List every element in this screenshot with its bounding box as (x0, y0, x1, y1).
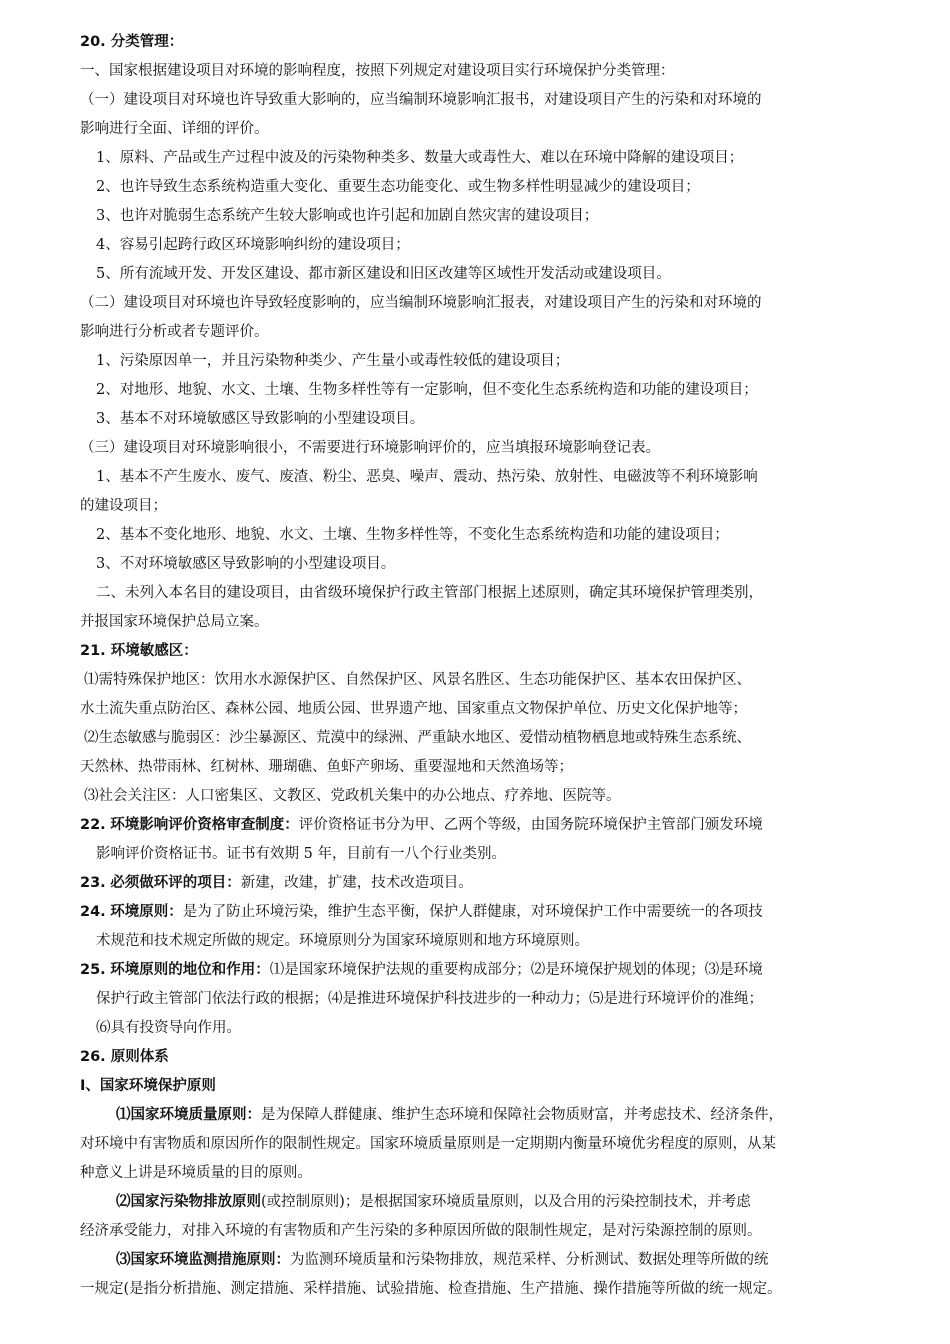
section-21-heading: 21. 环境敏感区： (80, 643, 198, 659)
term-title: ⑶国家环境监测措施原则： (116, 1252, 290, 1268)
term-title: ⑵国家污染物排放原则 (116, 1194, 261, 1210)
term-text: (或控制原则)；是根据国家环境质量原则，以及合用的污染控制技术，并考虑 (261, 1194, 751, 1210)
paragraph: （二）建设项目对环境也许导致轻度影响的，应当编制环境影响汇报表，对建设项目产生的污染和对环境的 (80, 295, 762, 311)
paragraph: 二、未列入本名目的建设项目，由省级环境保护行政主管部门根据上述原则，确定其环境保护管理类别， (96, 585, 763, 601)
paragraph (80, 1101, 888, 1130)
list-item: 1、基本不产生废水、废气、废渣、粉尘、恶臭、噪声、震动、热污染、放射性、电磁波等不利环境影响 (96, 469, 758, 485)
list-item: 2、基本不变化地形、地貌、水文、土壤、生物多样性等，不变化生态系统构造和功能的建设项目； (96, 527, 729, 543)
paragraph: 水土流失重点防治区、森林公园、地质公园、世界遗产地、国家重点文物保护单位、历史文化保护地等； (80, 701, 747, 717)
section-number: 22. (80, 817, 106, 833)
section-text: 是为了防止环境污染，维护生态平衡，保护人群健康，对环境保护工作中需要统一的各项技 (182, 904, 763, 920)
section-number: 25. (80, 962, 106, 978)
section-title: 环境原则： (110, 904, 183, 920)
section-text: 新建，改建，扩建，技术改造项目。 (240, 875, 473, 891)
paragraph: 一规定(是指分析措施、测定措施、采样措施、试验措施、检查措施、生产措施、操作措施等所做的统一规定。 (80, 1281, 782, 1297)
subsection-heading: Ⅰ、国家环境保护原则 (80, 1078, 216, 1094)
term-text: 是为保障人群健康、维护生态环境和保障社会物质财富，并考虑技术、经济条件， (261, 1107, 783, 1123)
paragraph: ⑹具有投资导向作用。 (96, 1020, 241, 1036)
section-25 (80, 956, 888, 985)
section-text: ⑴是国家环境保护法规的重要构成部分；⑵是环境保护规划的体现；⑶是环境 (269, 962, 763, 978)
term-title: ⑴国家环境质量原则： (116, 1107, 261, 1123)
paragraph: 并报国家环境保护总局立案。 (80, 614, 269, 630)
section-26-heading: 26. 原则体系 (80, 1049, 169, 1065)
section-title: 必须做环评的项目： (110, 875, 241, 891)
paragraph: 保护行政主管部门依法行政的根据；⑷是推进环境保护科技进步的一种动力；⑸是进行环境评价的准绳； (96, 991, 763, 1007)
list-item: 1、污染原因单一，并且污染物种类少、产生量小或毒性较低的建设项目； (96, 353, 570, 369)
paragraph: （一）建设项目对环境也许导致重大影响的，应当编制环境影响汇报书，对建设项目产生的污染和对环境的 (80, 92, 762, 108)
section-number: 23. (80, 875, 106, 891)
term-text: 为监测环境质量和污染物排放，规范采样、分析测试、数据处理等所做的统 (290, 1252, 769, 1268)
section-number: 24. (80, 904, 106, 920)
paragraph: 一、国家根据建设项目对环境的影响程度，按照下列规定对建设项目实行环境保护分类管理： (80, 63, 675, 79)
paragraph: 对环境中有害物质和原因所作的限制性规定。国家环境质量原则是一定期期内衡量环境优劣程度的原则，从某 (80, 1136, 776, 1152)
paragraph: 种意义上讲是环境质量的目的原则。 (80, 1165, 312, 1181)
section-title: 环境原则的地位和作用： (110, 962, 270, 978)
section-20-heading: 20. 分类管理： (80, 34, 184, 50)
list-item-continuation: 的建设项目； (80, 498, 167, 514)
section-24 (80, 898, 888, 927)
list-item: 3、不对环境敏感区导致影响的小型建设项目。 (96, 556, 396, 572)
list-item: 5、所有流域开发、开发区建设、都市新区建设和旧区改建等区域性开发活动或建设项目。 (96, 266, 671, 282)
paragraph: ⑴需特殊保护地区：饮用水水源保护区、自然保护区、风景名胜区、生态功能保护区、基本农田保护区、 (84, 672, 751, 688)
list-item: 2、也许导致生态系统构造重大变化、重要生态功能变化、或生物多样性明显减少的建设项目； (96, 179, 700, 195)
section-22 (80, 811, 888, 840)
list-item: 3、基本不对环境敏感区导致影响的小型建设项目。 (96, 411, 425, 427)
paragraph: 影响进行全面、详细的评价。 (80, 121, 269, 137)
paragraph: 影响评价资格证书。证书有效期 5 年，目前有一八个行业类别。 (96, 846, 506, 862)
list-item: 1、原料、产品或生产过程中波及的污染物种类多、数量大或毒性大、难以在环境中降解的建设项目； (96, 150, 744, 166)
paragraph: 天然林、热带雨林、红树林、珊瑚礁、鱼虾产卵场、重要湿地和天然渔场等； (80, 759, 573, 775)
paragraph: 术规范和技术规定所做的规定。环境原则分为国家环境原则和地方环境原则。 (96, 933, 589, 949)
list-item: 3、也许对脆弱生态系统产生较大影响或也许引起和加剧自然灾害的建设项目； (96, 208, 599, 224)
paragraph: ⑶社会关注区：人口密集区、文教区、党政机关集中的办公地点、疗养地、医院等。 (84, 788, 621, 804)
paragraph (80, 1188, 888, 1217)
paragraph: ⑵生态敏感与脆弱区：沙尘暴源区、荒漠中的绿洲、严重缺水地区、爱惜动植物栖息地或特殊生态系统、 (84, 730, 751, 746)
list-item: 4、容易引起跨行政区环境影响纠纷的建设项目； (96, 237, 410, 253)
paragraph (80, 1246, 888, 1275)
paragraph: 经济承受能力，对排入环境的有害物质和产生污染的多种原因所做的限制性规定，是对污染源控制的原则。 (80, 1223, 762, 1239)
paragraph: 影响进行分析或者专题评价。 (80, 324, 269, 340)
list-item: 2、对地形、地貌、水文、土壤、生物多样性等有一定影响，但不变化生态系统构造和功能的建设项目； (96, 382, 758, 398)
section-title: 环境影响评价资格审查制度： (110, 817, 299, 833)
section-23 (80, 869, 888, 898)
paragraph: （三）建设项目对环境影响很小，不需要进行环境影响评价的，应当填报环境影响登记表。 (80, 440, 660, 456)
section-text: 评价资格证书分为甲、乙两个等级，由国务院环境保护主管部门颁发环境 (298, 817, 763, 833)
